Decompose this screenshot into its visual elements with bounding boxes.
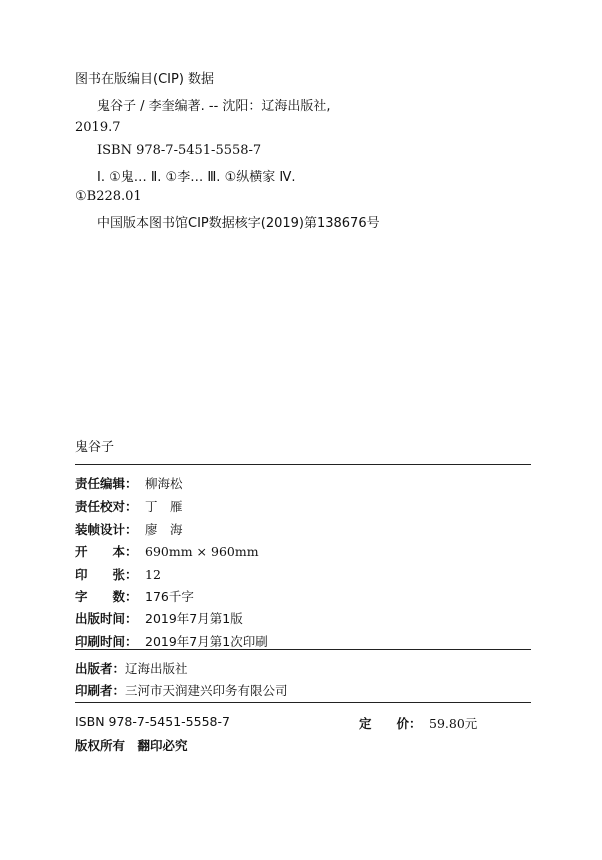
- publisher-row: [75, 659, 188, 677]
- detail-label: 装帧设计：: [75, 522, 138, 537]
- detail-value: 176千字: [145, 589, 194, 604]
- publisher-label: 出版者：: [75, 661, 126, 676]
- divider: [75, 464, 531, 465]
- detail-row-sheets: [75, 565, 161, 583]
- detail-value: 2019年7月第1次印刷: [145, 634, 268, 649]
- isbn-footer: ISBN 978-7-5451-5558-7: [75, 714, 230, 729]
- detail-row-format: [75, 542, 259, 560]
- printer-value: 三河市天润建兴印务有限公司: [125, 683, 288, 698]
- detail-label: 责任编辑：: [75, 476, 138, 491]
- cip-line-date: 2019.7: [75, 120, 121, 135]
- price-value: 59.80元: [429, 716, 478, 731]
- cip-line-clc: ①B228.01: [75, 189, 142, 204]
- cip-line-record: 中国版本图书馆CIP数据核字(2019)第138676号: [97, 216, 380, 231]
- detail-value: 12: [145, 567, 161, 582]
- price-label: 定 价：: [359, 716, 422, 731]
- detail-value: 廖 海: [145, 522, 183, 537]
- detail-label: 责任校对：: [75, 499, 138, 514]
- detail-label: 字 数：: [75, 589, 138, 604]
- detail-row-publish-date: [75, 609, 243, 627]
- printer-label: 印刷者：: [75, 683, 126, 698]
- cip-header: 图书在版编目(CIP) 数据: [75, 72, 215, 87]
- detail-value: 丁 雁: [145, 499, 183, 514]
- cip-line-isbn: ISBN 978-7-5451-5558-7: [97, 143, 262, 158]
- detail-label: 印 张：: [75, 567, 138, 582]
- detail-row-proofreader: [75, 497, 183, 515]
- printer-row: [75, 681, 288, 699]
- detail-label: 出版时间：: [75, 611, 138, 626]
- detail-value: 柳海松: [145, 476, 183, 491]
- detail-value: 690mm × 960mm: [145, 544, 259, 559]
- detail-row-print-date: [75, 632, 268, 650]
- price-row: [359, 714, 477, 732]
- detail-label: 印刷时间：: [75, 634, 138, 649]
- cip-line-classification: Ⅰ. ①鬼… Ⅱ. ①李… Ⅲ. ①纵横家 Ⅳ.: [97, 170, 296, 185]
- detail-value: 2019年7月第1版: [145, 611, 243, 626]
- book-title: 鬼谷子: [75, 440, 115, 455]
- cip-line-title: 鬼谷子 / 李奎编著. -- 沈阳：辽海出版社,: [97, 99, 331, 114]
- divider: [75, 702, 531, 703]
- detail-label: 开 本：: [75, 544, 138, 559]
- detail-row-wordcount: [75, 587, 194, 605]
- divider: [75, 649, 531, 650]
- copyright-notice: 版权所有 翻印必究: [75, 738, 188, 753]
- detail-row-editor: [75, 474, 183, 492]
- publisher-value: 辽海出版社: [125, 661, 188, 676]
- detail-row-designer: [75, 520, 183, 538]
